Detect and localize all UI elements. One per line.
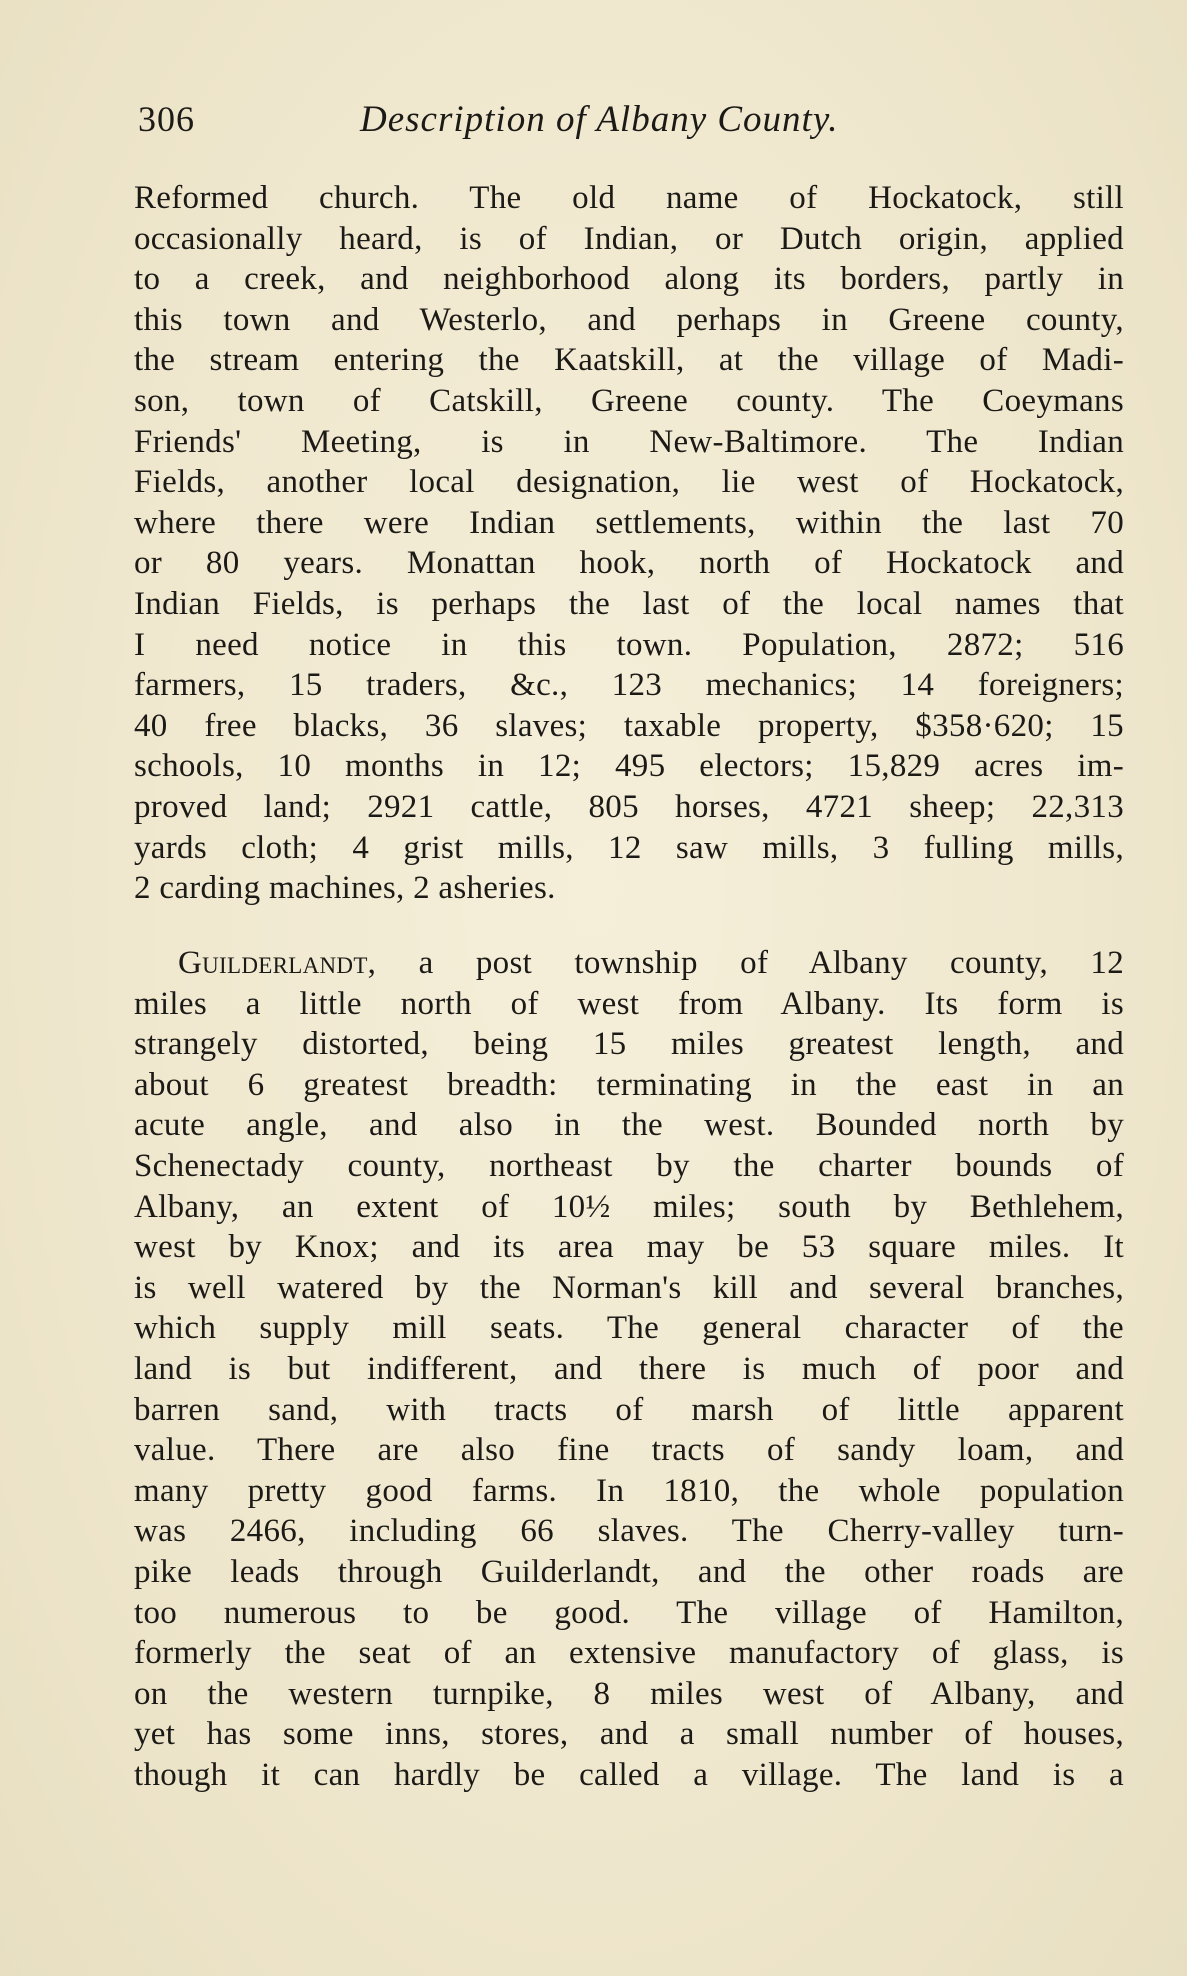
text-line: many pretty good farms. In 1810, the whole population <box>134 1472 1124 1509</box>
text-line: farmers, 15 traders, &c., 123 mechanics; 14 foreigners; <box>134 667 1124 704</box>
text-line: about 6 greatest breadth: terminating in the east in an <box>134 1066 1124 1103</box>
paragraph-reformed-church <box>134 178 1124 909</box>
text-line: Indian Fields, is perhaps the last of the local names that <box>134 585 1124 622</box>
text-line: Reformed church. The old name of Hockatock, still <box>134 180 1124 216</box>
text-line: or 80 years. Monattan hook, north of Hockatock and <box>134 545 1124 582</box>
text-line: west by Knox; and its area may be 53 square miles. It <box>134 1229 1124 1266</box>
text-line: 40 free blacks, 36 slaves; taxable property, $358·620; 15 <box>134 707 1124 744</box>
text-line: pike leads through Guilderlandt, and the other roads are <box>134 1553 1124 1590</box>
text-line: schools, 10 months in 12; 495 electors; 15,829 acres im- <box>134 748 1124 785</box>
text-line: is well watered by the Norman's kill and several branches, <box>134 1269 1124 1306</box>
text-line: this town and Westerlo, and perhaps in Greene county, <box>134 301 1124 338</box>
text-line: to a creek, and neighborhood along its borders, partly in <box>134 261 1124 298</box>
text-line: which supply mill seats. The general character of the <box>134 1310 1124 1347</box>
text-line: the stream entering the Kaatskill, at the village of Madi- <box>134 342 1124 379</box>
page-number: 306 <box>138 99 195 139</box>
text-line: proved land; 2921 cattle, 805 horses, 4721 sheep; 22,313 <box>134 788 1124 825</box>
text-line: Schenectady county, northeast by the charter bounds of <box>134 1147 1124 1184</box>
page-header <box>138 98 1128 150</box>
text-line: Fields, another local designation, lie west of Hockatock, <box>134 464 1124 501</box>
text-line: where there were Indian settlements, within the last 70 <box>134 504 1124 541</box>
text-line: barren sand, with tracts of marsh of little apparent <box>134 1391 1124 1428</box>
text-line: acute angle, and also in the west. Bounded north by <box>134 1107 1124 1144</box>
text-line: yet has some inns, stores, and a small number of houses, <box>134 1716 1124 1753</box>
text-line: though it can hardly be called a village. The land is a <box>134 1756 1124 1793</box>
text-line: occasionally heard, is of Indian, or Dutch origin, applied <box>134 220 1124 257</box>
text-line-first <box>134 943 1124 984</box>
paragraph-guilderlandt <box>134 943 1124 1795</box>
text-line: I need notice in this town. Population, 2872; 516 <box>134 626 1124 663</box>
text-line: Friends' Meeting, is in New-Baltimore. The Indian <box>134 423 1124 460</box>
text-line: value. There are also fine tracts of sandy loam, and <box>134 1432 1124 1469</box>
text-line: yards cloth; 4 grist mills, 12 saw mills, 3 fulling mills, <box>134 829 1124 866</box>
text-fragment: a post township of Albany county, 12 <box>376 945 1124 981</box>
text-line: formerly the seat of an extensive manufactory of glass, is <box>134 1635 1124 1672</box>
running-title: Description of Albany County. <box>360 99 839 140</box>
text-line: miles a little north of west from Albany. Its form is <box>134 985 1124 1022</box>
text-line: Albany, an extent of 10½ miles; south by Bethlehem, <box>134 1188 1124 1225</box>
text-line: too numerous to be good. The village of Hamilton, <box>134 1594 1124 1631</box>
text-line: was 2466, including 66 slaves. The Cherry-valley turn- <box>134 1513 1124 1550</box>
text-line: 2 carding machines, 2 asheries. <box>134 870 556 907</box>
text-line: strangely distorted, being 15 miles greatest length, and <box>134 1026 1124 1063</box>
text-line: land is but indifferent, and there is much of poor and <box>134 1350 1124 1387</box>
text-line: son, town of Catskill, Greene county. The Coeymans <box>134 382 1124 419</box>
entry-heading: Guilderlandt, <box>178 945 377 981</box>
text-line: on the western turnpike, 8 miles west of Albany, and <box>134 1675 1124 1712</box>
